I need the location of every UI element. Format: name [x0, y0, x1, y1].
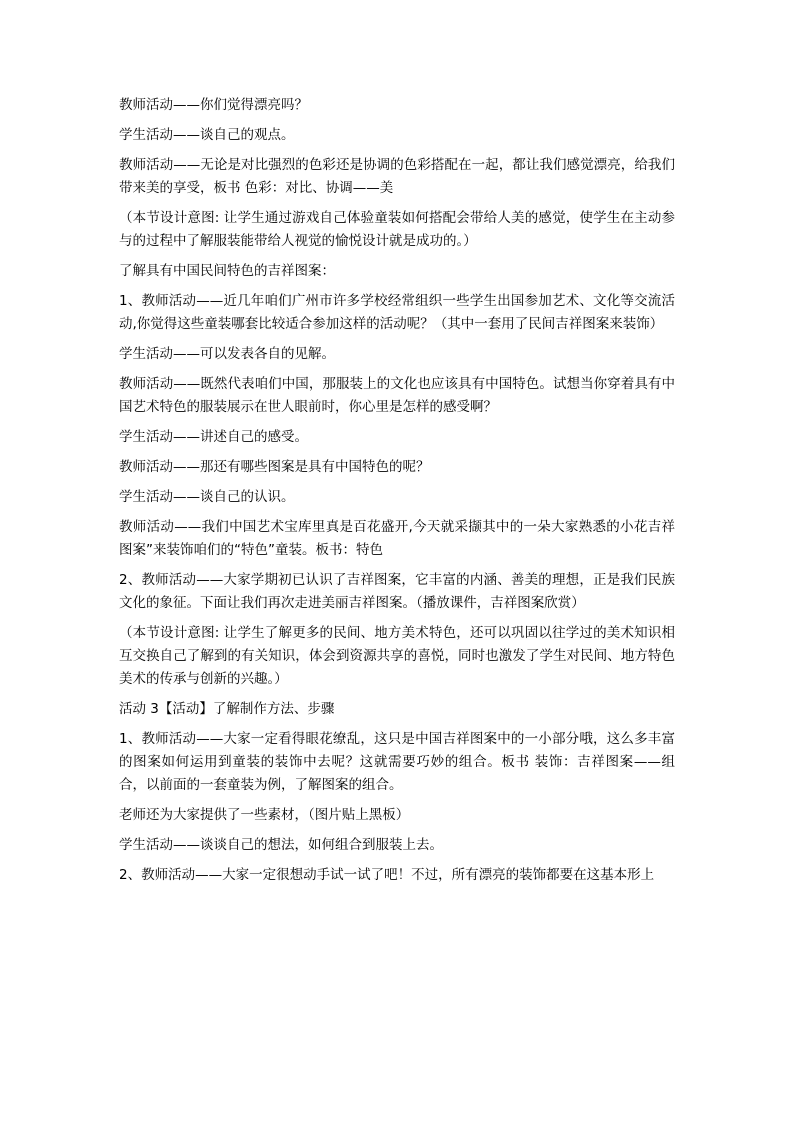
paragraph-teacher-combination: 1、教师活动——大家一定看得眼花缭乱，这只是中国吉祥图案中的一小部分哦，这么多丰富的图案如何运用到童装的装饰中去呢？这就需要巧妙的组合。板书 装饰：吉祥图案——组合，以前面的一套童装为例，了解图案的组合。: [119, 731, 675, 793]
paragraph-student-knowledge: 学生活动——谈自己的认识。: [119, 489, 295, 505]
paragraph-student-feelings: 学生活动——讲述自己的感受。: [119, 429, 308, 445]
paragraph-student-opinion: 学生活动——谈自己的观点。: [119, 127, 295, 143]
paragraph-design-intent-1: （本节设计意图: 让学生通过游戏自己体验童装如何搭配会带给人美的感觉，使学生在主动参与的过程中了解服装能带给人视觉的愉悦设计就是成功的。）: [119, 210, 675, 249]
paragraph-teacher-materials: 老师还为大家提供了一些素材，（图片贴上黑板）: [119, 807, 410, 823]
paragraph-teacher-activity-1: 1、教师活动——近几年咱们广州市许多学校经常组织一些学生出国参加艺术、文化等交流活动,你觉得这些童装哪套比较适合参加这样的活动呢？（其中一套用了民间吉祥图案来装饰）: [119, 293, 675, 332]
paragraph-student-views: 学生活动——可以发表各自的见解。: [119, 346, 335, 362]
paragraph-teacher-chinese-feature: 教师活动——既然代表咱们中国，那服装上的文化也应该具有中国特色。试想当你穿着具有中国艺术特色的服装展示在世人眼前时，你心里是怎样的感受啊？: [119, 376, 675, 415]
document-body: [119, 94, 675, 887]
paragraph-teacher-try: 2、教师活动——大家一定很想动手试一试了吧！不过，所有漂亮的装饰都要在这基本形上: [119, 867, 655, 883]
paragraph-teacher-treasury: 教师活动——我们中国艺术宝库里真是百花盛开,今天就采撷其中的一朵大家熟悉的小花吉祥图案”来装饰咱们的“特色”童装。板书：特色: [119, 519, 675, 558]
paragraph-activity-3-heading: 活动 3【活动】了解制作方法、步骤: [119, 701, 335, 717]
paragraph-teacher-question: 教师活动——你们觉得漂亮吗？: [119, 97, 308, 113]
paragraph-teacher-color: 教师活动——无论是对比强烈的色彩还是协调的色彩搭配在一起，都让我们感觉漂亮，给我们带来美的享受，板书 色彩：对比、协调——美: [119, 157, 675, 196]
paragraph-design-intent-2: （本节设计意图: 让学生了解更多的民间、地方美术特色，还可以巩固以往学过的美术知识相互交换自己了解到的有关知识，体会到资源共享的喜悦，同时也激发了学生对民间、地方特色美术的传承与创新的兴趣。）: [119, 625, 675, 687]
paragraph-teacher-patterns: 教师活动——那还有哪些图案是具有中国特色的呢？: [119, 459, 430, 475]
paragraph-teacher-activity-2: 2、教师活动——大家学期初已认识了吉祥图案，它丰富的内涵、善美的理想，正是我们民族文化的象征。下面让我们再次走进美丽吉祥图案。（播放课件，吉祥图案欣赏）: [119, 572, 675, 611]
paragraph-student-ideas: 学生活动——谈谈自己的想法，如何组合到服装上去。: [119, 837, 443, 853]
paragraph-section-auspicious: 了解具有中国民间特色的吉祥图案：: [119, 263, 335, 279]
